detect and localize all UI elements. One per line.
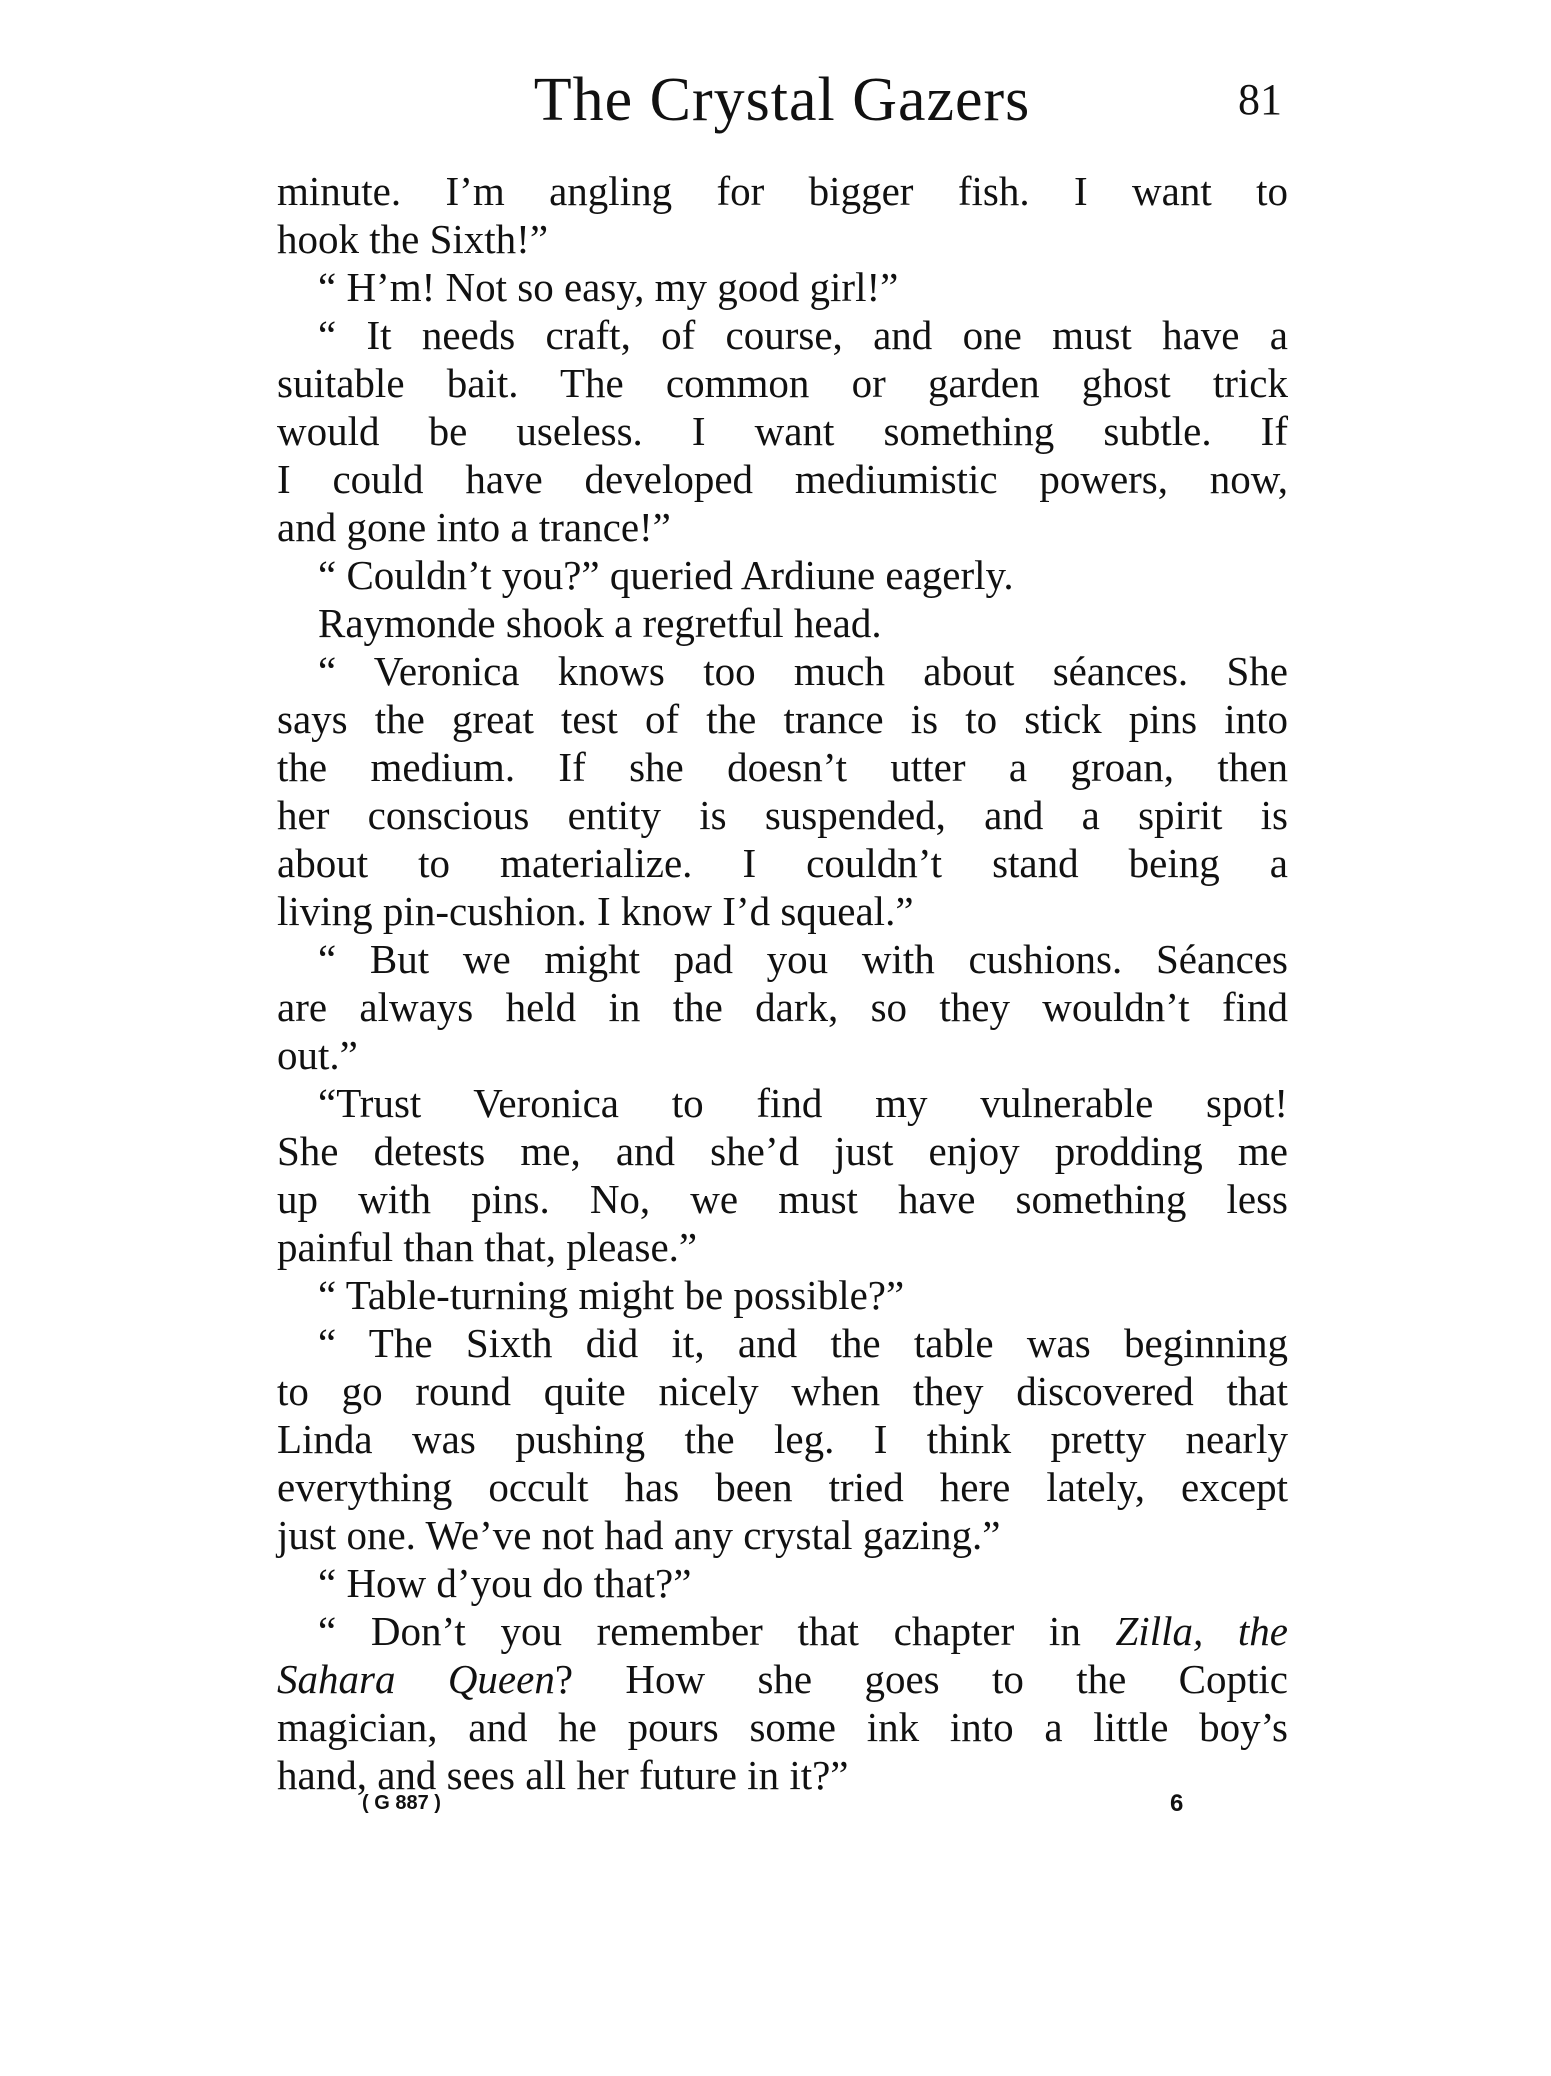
text-line: “ Don’t you remember that chapter in Zilla, the <box>318 1608 1288 1654</box>
text-line: I could have developed mediumistic powers, now, <box>277 456 1288 502</box>
text-line: to go round quite nicely when they discovered that <box>277 1368 1288 1414</box>
text-line: the medium. If she doesn’t utter a groan, then <box>277 744 1288 790</box>
text-line: “ H’m! Not so easy, my good girl!” <box>318 264 899 310</box>
text-line: up with pins. No, we must have something less <box>277 1176 1288 1222</box>
text-line: living pin-cushion. I know I’d squeal.” <box>277 888 914 934</box>
text-line: magician, and he pours some ink into a little boy’s <box>277 1704 1288 1750</box>
text-line: “ Table-turning might be possible?” <box>318 1272 905 1318</box>
text-line: She detests me, and she’d just enjoy prodding me <box>277 1128 1288 1174</box>
page-number: 81 <box>1238 75 1282 124</box>
text-line: suitable bait. The common or garden ghost trick <box>277 360 1288 406</box>
text-line: says the great test of the trance is to stick pins into <box>277 696 1288 742</box>
text-line: “ How d’you do that?” <box>318 1560 692 1606</box>
text-line: about to materialize. I couldn’t stand being a <box>277 840 1288 886</box>
text-line: and gone into a trance!” <box>277 504 671 550</box>
text-line: “ The Sixth did it, and the table was beginning <box>318 1320 1288 1366</box>
running-head-title: The Crystal Gazers <box>533 66 1031 134</box>
text-line: minute. I’m angling for bigger fish. I want to <box>277 168 1288 214</box>
text-line: Linda was pushing the leg. I think pretty nearly <box>277 1416 1288 1462</box>
body-text <box>277 167 1288 1799</box>
text-line: “Trust Veronica to find my vulnerable spot! <box>318 1080 1288 1126</box>
text-line: everything occult has been tried here lately, except <box>277 1464 1288 1510</box>
text-line: “ Veronica knows too much about séances. She <box>318 648 1288 694</box>
text-line: Raymonde shook a regretful head. <box>318 600 882 646</box>
sheet-number: 6 <box>1170 1790 1184 1817</box>
text-line: hand, and sees all her future in it?” <box>277 1752 849 1798</box>
text-line: her conscious entity is suspended, and a spirit is <box>277 792 1288 838</box>
text-line: Sahara Queen? How she goes to the Coptic <box>277 1656 1288 1702</box>
text-line: painful than that, please.” <box>277 1224 698 1270</box>
text-line: “ But we might pad you with cushions. Séances <box>318 936 1288 982</box>
printer-signature: ( G 887 ) <box>362 1792 441 1814</box>
text-line: “ Couldn’t you?” queried Ardiune eagerly. <box>318 552 1014 598</box>
text-line: just one. We’ve not had any crystal gazing.” <box>277 1512 1001 1558</box>
text-line: hook the Sixth!” <box>277 216 549 262</box>
text-line: are always held in the dark, so they wouldn’t find <box>277 984 1288 1030</box>
text-line: would be useless. I want something subtle. If <box>277 408 1288 454</box>
text-line: out.” <box>277 1032 358 1078</box>
text-line: “ It needs craft, of course, and one must have a <box>318 312 1288 358</box>
